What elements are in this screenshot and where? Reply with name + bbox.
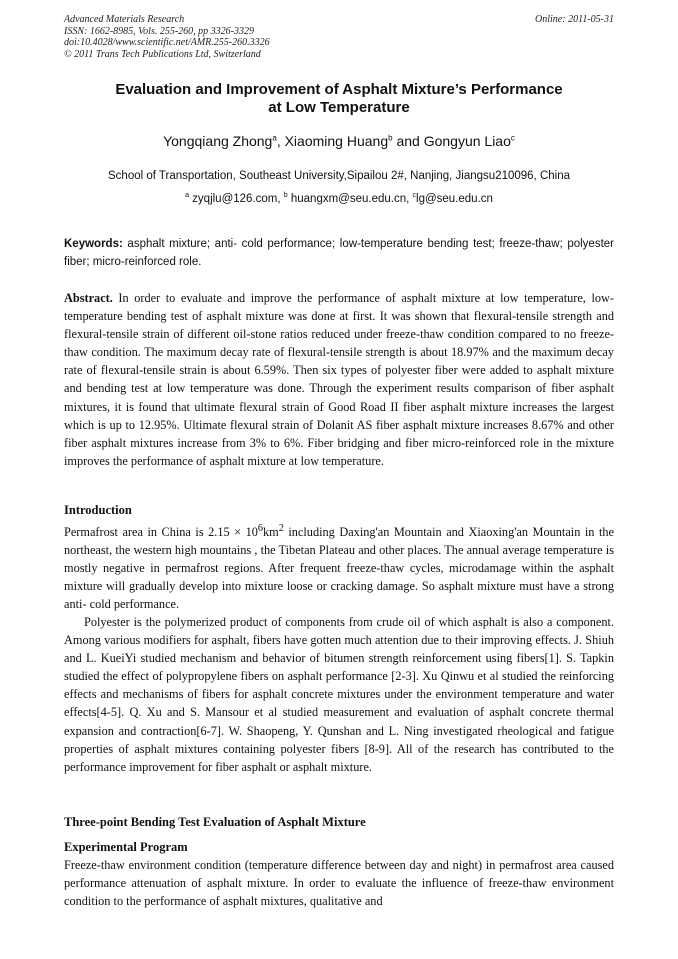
- author-emails: [64, 193, 614, 205]
- title-line-1: Evaluation and Improvement of Asphalt Mixture’s Performance: [115, 81, 563, 98]
- introduction-paragraph-2: Polyester is the polymerized product of components from crude oil of which asphalt is also a component. Among various modifiers for asphalt, fibers have gotten much attention due to their improving effects. J. Shiuh and L. KueiYi studied mechanism and behavior of bitumen strength reinforcement using fibers[1]. S. Tapkin studied the effect of polypropylene fibers on asphalt performance [2-3]. Xu Qinwu et al studied the reinforcing effects and mechanisms of fibers for asphalt concrete mixtures under the environment temperature and water effects[4-5]. Q. Xu and S. Mansour et al studied measurement and evaluation of asphalt concrete thermal expansion and contraction[6-7]. W. Shaopeng, Y. Qunshan and L. Ning investigated rheological and fatigue properties of asphalt mixtures containing polyester fibers [8-9]. All of the research has contributed to the performance improvement for fiber asphalt or asphalt mixture.: [64, 615, 614, 774]
- journal-name: Advanced Materials Research: [64, 14, 185, 25]
- section-heading: Three-point Bending Test Evaluation of Asphalt Mixture: [64, 815, 366, 829]
- author-1: Yongqiang Zhong: [163, 133, 273, 149]
- journal-header: [64, 14, 614, 60]
- introduction-paragraph-1: [64, 523, 614, 613]
- introduction-heading: Introduction: [64, 503, 132, 517]
- author-separator: and: [392, 133, 424, 149]
- online-date: Online: 2011-05-31: [535, 14, 614, 25]
- subsection-heading: Experimental Program: [64, 840, 188, 854]
- intro-p1-exponent: 6: [257, 522, 264, 534]
- intro-p1-part-a: Permafrost area in China is 2.15 × 10: [64, 525, 258, 539]
- author-2-mark: b: [388, 133, 393, 143]
- keywords-text: asphalt mixture; anti- cold performance; low-temperature bending test; freeze-thaw; polyester fiber; micro-reinforced role.: [64, 238, 614, 268]
- author-3-mark: c: [510, 133, 515, 143]
- email-3: lg@seu.edu.cn: [416, 193, 493, 205]
- keywords-block: [64, 235, 614, 271]
- author-list: [64, 133, 614, 149]
- email-2: huangxm@seu.edu.cn,: [287, 193, 413, 205]
- intro-p1-unit-exponent: 2: [278, 522, 284, 534]
- author-1-mark: a: [272, 133, 277, 143]
- issn-line: ISSN: 1662-8985, Vols. 255-260, pp 3326-3329: [64, 25, 254, 37]
- title-line-2: at Low Temperature: [268, 99, 410, 116]
- abstract-label: Abstract.: [64, 291, 113, 305]
- email-1: zyqjlu@126.com,: [188, 193, 284, 205]
- paper-title: [64, 81, 614, 117]
- doi-line: doi:10.4028/www.scientific.net/AMR.255-260.3326: [64, 37, 270, 48]
- author-2: Xiaoming Huang: [284, 133, 389, 149]
- intro-p1-unit: km: [263, 525, 279, 539]
- abstract-text: In order to evaluate and improve the performance of asphalt mixture at low temperature, low-temperature bending test of asphalt mixture was done at first. It was shown that flexural-tensile strength and flexural-tensile strain of different oil-stone ratios reduced under freeze-thaw condition compared to no freeze-thaw condition. The maximum decay rate of flexural-tensile strength is about 18.97% and the maximum decay rate of flexural-tensile strain is about 6.59%. Then six types of polyester fiber were added to asphalt mixture and bending test at low temperature was done. Through the experiment results comparison of fiber asphalt mixtures, it is found that ultimate flexural strain of Good Road II fiber asphalt mixture increases the largest which is up to 12.95%. Ultimate flexural strain of Dolanit AS fiber asphalt mixture increases 8.67% and other fiber asphalt mixtures increase from 3% to 6%. Fiber bridging and fiber micro-reinforced role in the mixture improves the performance of asphalt mixture at low temperature.: [64, 291, 614, 468]
- experimental-paragraph: Freeze-thaw environment condition (temperature difference between day and night) in permafrost area caused performance attenuation of asphalt mixture. In order to evaluate the influence of freeze-thaw environment condition to the performance of asphalt mixtures, qualitative and: [64, 858, 614, 909]
- keywords-label: Keywords:: [64, 238, 123, 250]
- abstract-block: [64, 289, 614, 470]
- intro-p1-part-c: including Daxing'an Mountain and Xiaoxing'an Mountain in the northeast, the western high mountains , the Tibetan Plateau and other places. The annual average temperature is mostly negative in permafrost regions. After frequent freeze-thaw cycles, microdamage within the asphalt mixture will gradually develop into mixture loose or cracking damage. So asphalt mixture must have a strong anti- cold performance.: [64, 525, 614, 612]
- email-3-mark: c: [412, 192, 417, 200]
- author-separator: ,: [276, 133, 285, 149]
- email-2-mark: b: [283, 192, 288, 200]
- copyright-line: © 2011 Trans Tech Publications Ltd, Switzerland: [64, 48, 261, 60]
- affiliation: School of Transportation, Southeast University,Sipailou 2#, Nanjing, Jiangsu210096, China: [108, 170, 570, 182]
- author-3: Gongyun Liao: [423, 133, 511, 149]
- email-1-mark: a: [185, 192, 189, 200]
